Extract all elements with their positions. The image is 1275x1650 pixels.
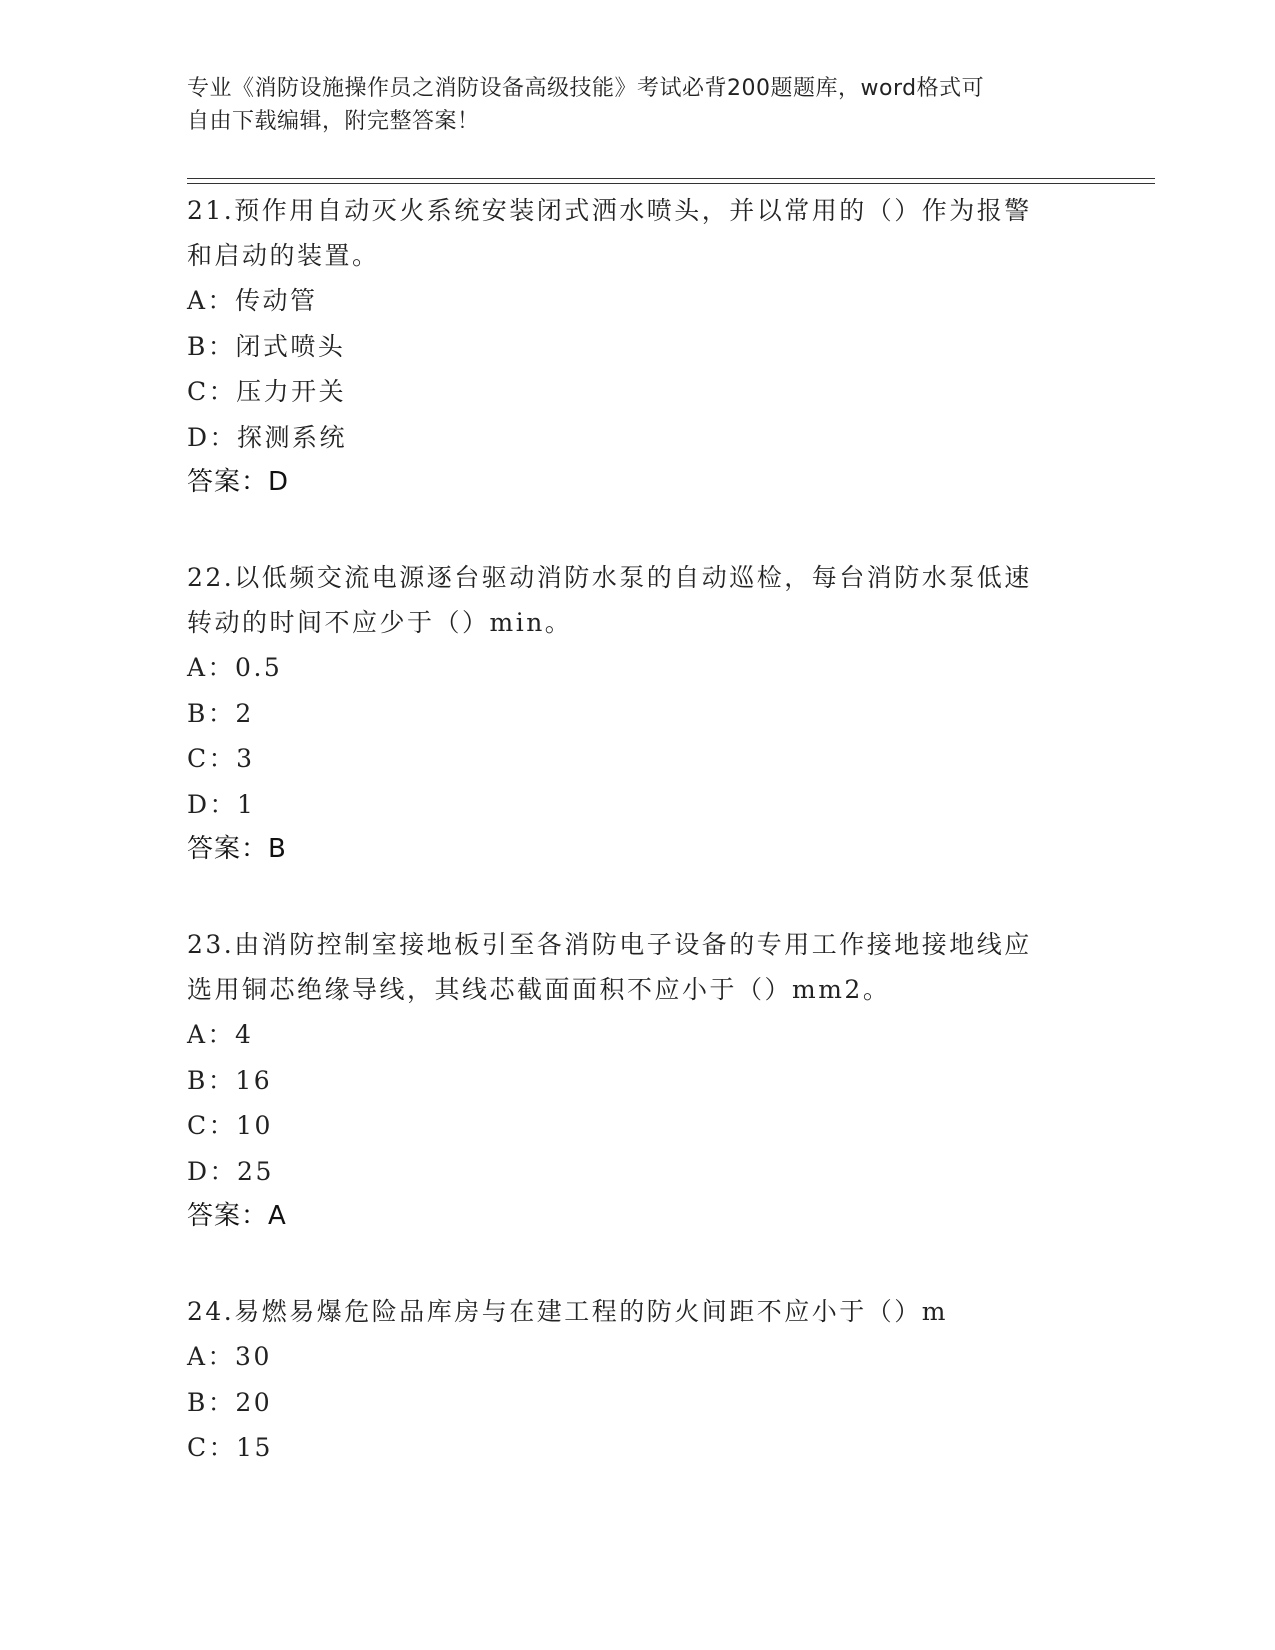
option-b: B：闭式喷头	[187, 331, 346, 361]
question-24	[187, 1289, 1087, 1471]
option-b: B：16	[187, 1065, 273, 1095]
option-c: C：15	[187, 1433, 273, 1462]
option-d: D：探测系统	[187, 422, 348, 452]
question-stem-line: 23.由消防控制室接地板引至各消防电子设备的专用工作接地接地线应	[187, 930, 1032, 959]
question-22	[187, 555, 1087, 872]
question-stem-line: 21.预作用自动灭火系统安装闭式洒水喷头，并以常用的（）作为报警	[187, 196, 1032, 225]
document-header	[187, 72, 1067, 138]
answer-line: 答案：D	[187, 467, 290, 497]
header-line-2: 自由下载编辑，附完整答案！	[187, 109, 480, 134]
question-stem	[187, 188, 1087, 278]
question-21	[187, 188, 1087, 505]
option-c: C：3	[187, 744, 255, 773]
question-stem	[187, 922, 1087, 1012]
question-stem-line: 24.易燃易爆危险品库房与在建工程的防火间距不应小于（）m	[187, 1297, 948, 1326]
option-b: B：20	[187, 1387, 273, 1417]
question-stem-line: 和启动的装置。	[187, 241, 380, 270]
question-stem	[187, 1289, 1087, 1334]
option-a: A：传动管	[187, 286, 318, 315]
question-spacer	[187, 872, 1087, 922]
question-23	[187, 922, 1087, 1239]
header-divider-bottom	[187, 183, 1155, 184]
question-list	[187, 188, 1087, 1471]
header-divider-top	[187, 178, 1155, 179]
option-a: A：30	[187, 1342, 272, 1371]
option-a: A：4	[187, 1020, 254, 1049]
option-b: B：2	[187, 698, 254, 728]
answer-line: 答案：B	[187, 834, 287, 864]
question-stem	[187, 555, 1087, 645]
option-d: D：25	[187, 1156, 274, 1186]
question-spacer	[187, 1239, 1087, 1289]
question-stem-line: 转动的时间不应少于（）min。	[187, 608, 573, 637]
header-line-1: 专业《消防设施操作员之消防设备高级技能》考试必背200题题库，word格式可	[187, 76, 985, 101]
option-c: C：10	[187, 1111, 273, 1140]
question-spacer	[187, 505, 1087, 555]
option-d: D：1	[187, 789, 256, 819]
option-a: A：0.5	[187, 653, 283, 682]
question-stem-line: 22.以低频交流电源逐台驱动消防水泵的自动巡检，每台消防水泵低速	[187, 563, 1032, 592]
question-stem-line: 选用铜芯绝缘导线，其线芯截面面积不应小于（）mm2。	[187, 975, 891, 1004]
option-c: C：压力开关	[187, 377, 347, 406]
answer-line: 答案：A	[187, 1201, 287, 1231]
